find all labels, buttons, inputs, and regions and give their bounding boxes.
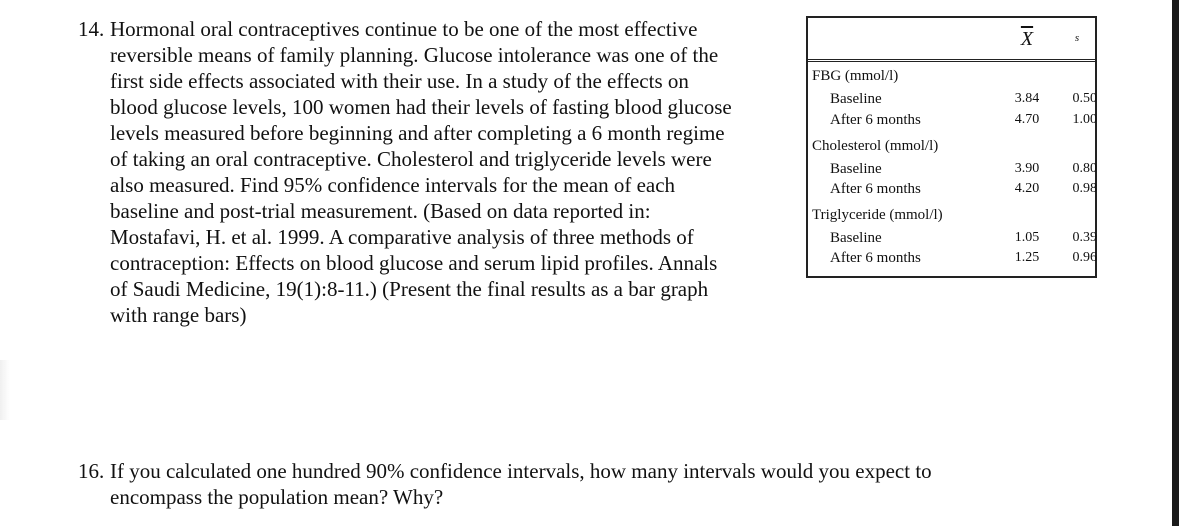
row-label: Baseline <box>830 91 882 107</box>
question-16-number: 16. <box>78 459 105 483</box>
header-sd: s <box>1074 32 1080 44</box>
cell-sd: 0.96 <box>1072 250 1097 265</box>
cell-mean: 3.90 <box>1014 161 1040 176</box>
header-divider <box>808 61 1095 62</box>
question-14-line: with range bars) <box>110 303 247 327</box>
table-row <box>808 250 1095 270</box>
table-row <box>808 181 1095 201</box>
cell-sd: 0.80 <box>1072 161 1097 176</box>
table-row <box>808 112 1095 132</box>
data-table <box>806 16 1097 278</box>
group-label-cholesterol: Cholesterol (mmol/l) <box>812 138 939 154</box>
question-16-line: encompass the population mean? Why? <box>110 485 444 509</box>
question-14-number: 14. <box>78 17 105 41</box>
group-label-triglyceride: Triglyceride (mmol/l) <box>812 207 943 223</box>
question-14-line: levels measured before beginning and after completing a 6 month regime <box>110 121 725 145</box>
cell-sd: 0.39 <box>1072 230 1097 245</box>
question-14-line: contraception: Effects on blood glucose and serum lipid profiles. Annals <box>110 251 718 275</box>
cell-mean: 1.05 <box>1014 230 1040 245</box>
table-row <box>808 161 1095 181</box>
header-mean: $\overline{X}$ <box>1020 28 1034 50</box>
question-14-line: baseline and post-trial measurement. (Based on data reported in: <box>110 199 651 223</box>
question-14-line: of Saudi Medicine, 19(1):8-11.) (Present the final results as a bar graph <box>110 277 709 301</box>
question-16-line: If you calculated one hundred 90% confidence intervals, how many intervals would you expect to <box>110 459 932 483</box>
cell-sd: 0.50 <box>1072 91 1097 106</box>
question-14-line: Mostafavi, H. et al. 1999. A comparative analysis of three methods of <box>110 225 694 249</box>
question-14-line: Hormonal oral contraceptives continue to be one of the most effective <box>110 17 698 41</box>
question-14-line: first side effects associated with their use. In a study of the effects on <box>110 69 689 93</box>
question-14-line: reversible means of family planning. Glucose intolerance was one of the <box>110 43 719 67</box>
question-14-line: of taking an oral contraceptive. Cholesterol and triglyceride levels were <box>110 147 712 171</box>
cell-mean: 4.70 <box>1014 112 1040 127</box>
row-label: After 6 months <box>830 112 921 128</box>
cell-sd: 1.00 <box>1072 112 1097 127</box>
question-14-line: also measured. Find 95% confidence intervals for the mean of each <box>110 173 676 197</box>
row-label: Baseline <box>830 230 882 246</box>
row-label: After 6 months <box>830 181 921 197</box>
page-shadow <box>0 360 10 420</box>
question-14-line: blood glucose levels, 100 women had their levels of fasting blood glucose <box>110 95 732 119</box>
cell-mean: 3.84 <box>1014 91 1040 106</box>
row-label: Baseline <box>830 161 882 177</box>
group-label-fbg: FBG (mmol/l) <box>812 68 899 84</box>
question-16 <box>78 458 1038 510</box>
table-row <box>808 230 1095 250</box>
header-divider <box>808 59 1095 60</box>
page-edge <box>1172 0 1179 526</box>
cell-mean: 4.20 <box>1014 181 1040 196</box>
cell-mean: 1.25 <box>1014 250 1040 265</box>
table-row <box>808 91 1095 111</box>
row-label: After 6 months <box>830 250 921 266</box>
question-14 <box>78 16 798 328</box>
cell-sd: 0.98 <box>1072 181 1097 196</box>
